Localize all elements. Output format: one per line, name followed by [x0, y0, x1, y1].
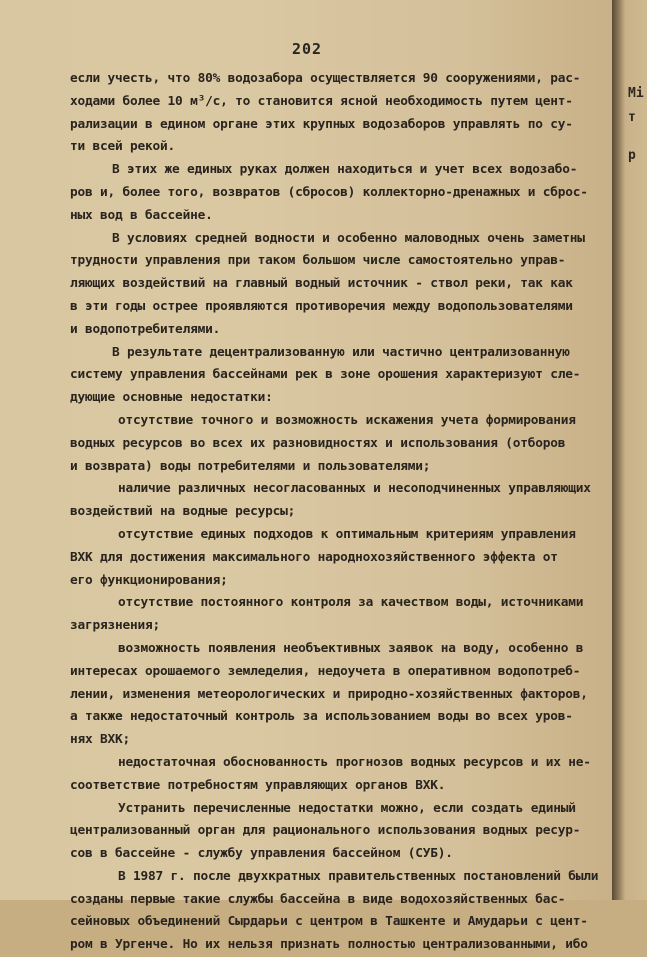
text-line: ВХК для достижения максимального народнохозяйственного эффекта от — [70, 549, 558, 565]
text-line: сейновых объединений Сырдарьи с центром в Ташкенте и Амударьи с цент- — [70, 914, 588, 930]
text-line: нях ВХК; — [70, 732, 131, 748]
text-line: его функционирования; — [70, 572, 228, 588]
text-line: отсутствие точного и возможность искажения учета формирования — [118, 412, 576, 428]
text-line: недостаточная обоснованность прогнозов водных ресурсов и их не- — [118, 754, 591, 770]
text-line: ром в Ургенче. Но их нельзя признать полностью централизованными, ибо — [70, 937, 588, 953]
text-line: дующие основные недостатки: — [70, 390, 273, 406]
adjacent-page-fragment: Mi — [628, 86, 644, 101]
text-line: и возврата) воды потребителями и пользователями; — [70, 458, 431, 474]
adjacent-page-fragment: р — [628, 148, 636, 163]
text-line: централизованный орган для рационального использования водных ресур- — [70, 823, 581, 839]
text-line: водных ресурсов во всех их разновидностях и использования (отборов — [70, 435, 566, 451]
text-line: интересах орошаемого земледелия, недоучета в оперативном водопотреб- — [70, 663, 581, 679]
text-line: сов в бассейне - службу управления бассейном (СУБ). — [70, 846, 453, 862]
text-line: соответствие потребностям управляющих органов ВХК. — [70, 777, 446, 793]
body-text — [70, 68, 615, 957]
text-line: В результате децентрализованную или частично централизованную — [112, 344, 570, 360]
text-line: и водопотребителями. — [70, 321, 221, 337]
text-line: наличие различных несогласованных и несоподчиненных управляющих — [118, 481, 591, 497]
text-line: воздействий на водные ресурсы; — [70, 504, 296, 520]
text-line: возможность появления необъективных заявок на воду, особенно в — [118, 640, 584, 656]
page-number: 202 — [292, 40, 323, 58]
text-line: а также недостаточный контроль за использованием воды во всех уров- — [70, 709, 573, 725]
text-line: Устранить перечисленные недостатки можно, если создать единый — [118, 800, 576, 816]
text-line: трудности управления при таком большом числе самостоятельно управ- — [70, 253, 566, 269]
text-line: ходами более 10 м³/с, то становится ясной необходимость путем цент- — [70, 93, 573, 109]
text-line: отсутствие постоянного контроля за качеством воды, источниками — [118, 595, 584, 611]
text-line: В этих же единых руках должен находиться и учет всех водозабо- — [112, 162, 578, 178]
text-line: ляющих воздействий на главный водный источник - ствол реки, так как — [70, 276, 573, 292]
text-line: созданы первые такие службы бассейна в виде водохозяйственных бас- — [70, 891, 566, 907]
text-line: загрязнения; — [70, 618, 161, 634]
text-line: ных вод в бассейне. — [70, 207, 213, 223]
text-line: в эти годы острее проявляются противоречия между водопользователями — [70, 298, 573, 314]
text-line: ров и, более того, возвратов (сбросов) коллекторно-дренажных и сброс- — [70, 184, 588, 200]
text-line: систему управления бассейнами рек в зоне орошения характеризуют сле- — [70, 367, 581, 383]
text-line: отсутствие единых подходов к оптимальным критериям управления — [118, 526, 576, 542]
text-line: рализации в едином органе этих крупных водозаборов управлять по су- — [70, 116, 573, 132]
text-line: лении, изменения метеорологических и природно-хозяйственных факторов, — [70, 686, 588, 702]
text-line: В условиях средней водности и особенно маловодных очень заметны — [112, 230, 585, 246]
book-spine — [612, 0, 647, 900]
text-line: В 1987 г. после двухкратных правительственных постановлений были — [118, 868, 599, 884]
text-line: ти всей рекой. — [70, 139, 176, 155]
text-line: если учесть, что 80% водозабора осуществляется 90 сооружениями, рас- — [70, 71, 581, 86]
adjacent-page-fragment: т — [628, 110, 636, 125]
